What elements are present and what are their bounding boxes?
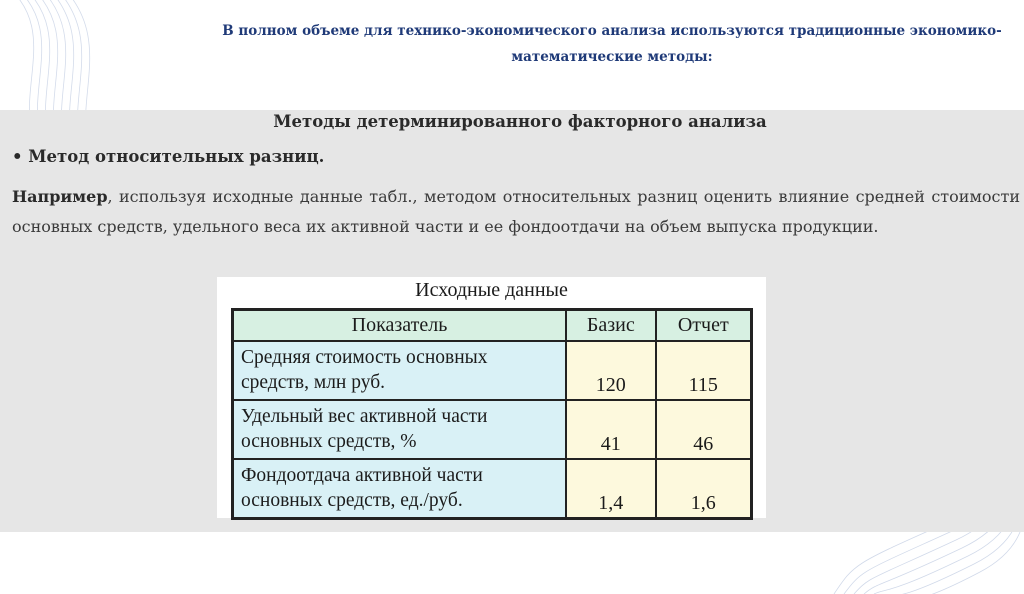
table-caption: Исходные данные — [415, 279, 568, 301]
row-label — [233, 400, 567, 459]
header-cell-report: Отчет — [656, 310, 752, 342]
table-header-row — [233, 310, 752, 342]
header-cell-indicator: Показатель — [233, 310, 567, 342]
table-row — [233, 341, 752, 400]
example-lead-word: Например — [12, 187, 108, 206]
base-value: 41 — [566, 400, 656, 459]
base-value: 1,4 — [566, 459, 656, 519]
slide-heading — [200, 18, 1024, 70]
section-title: Методы детерминированного факторного анализа — [273, 112, 767, 131]
row-label-line: средств, млн руб. — [241, 372, 386, 393]
table-row — [233, 459, 752, 519]
report-value: 115 — [656, 341, 752, 400]
row-label — [233, 341, 567, 400]
row-label-line: Средняя стоимость основных — [241, 347, 488, 368]
table-row — [233, 400, 752, 459]
example-paragraph — [12, 182, 1020, 242]
base-value: 120 — [566, 341, 656, 400]
row-label-line: основных средств, % — [241, 431, 417, 452]
source-data-table-image — [217, 277, 766, 518]
method-bullet: • Метод относительных разниц. — [12, 147, 325, 166]
slide-heading-line1: В полном объеме для технико-экономического анализа используются традиционные экономико- — [222, 23, 1002, 39]
example-text: , используя исходные данные табл., методом относительных разниц оценить влияние средней стоимости основных средств, удельного веса их активной части и ее фондоотдачи на объем выпуска продукции. — [12, 187, 1020, 236]
report-value: 1,6 — [656, 459, 752, 519]
slide-heading-line2: математические методы: — [511, 49, 713, 65]
row-label-line: Удельный вес активной части — [241, 406, 488, 427]
header-cell-base: Базис — [566, 310, 656, 342]
row-label-line: Фондоотдача активной части — [241, 465, 483, 486]
row-label — [233, 459, 567, 519]
report-value: 46 — [656, 400, 752, 459]
row-label-line: основных средств, ед./руб. — [241, 490, 463, 511]
source-data-table — [231, 308, 753, 520]
